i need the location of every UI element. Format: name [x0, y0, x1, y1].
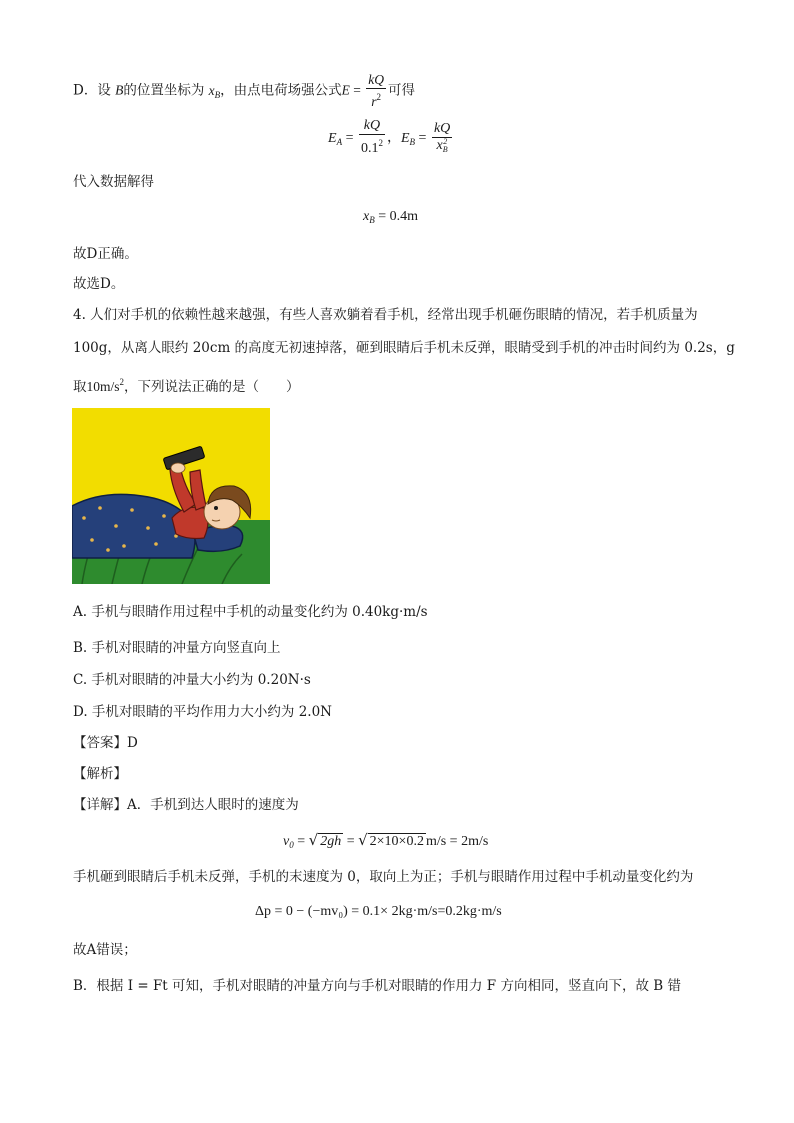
part-d-text3: 可得 [388, 82, 416, 99]
analysis-label: 【解析】 [73, 766, 127, 782]
person-lying-with-phone-illustration [72, 408, 270, 584]
option-a: A. 手机与眼睛作用过程中手机的动量变化约为 0.40kg·m/s [73, 604, 428, 620]
question-4-line3: 取$10m/s^2$，下列说法正确的是（ ） [73, 377, 300, 395]
var-xb: $x_B$ [208, 82, 221, 100]
substitute-text: 代入数据解得 [73, 174, 154, 190]
ea-eb-equation: $E_A$ = $\frac{kQ}{0.1^2}$ ，$E_B$ = kQ x 2 B [328, 118, 451, 156]
answer-label: 【答案】D [73, 735, 138, 751]
hands [171, 463, 185, 473]
part-d-line: D．设 B的位置坐标为 $x_B$，由点电荷场强公式E = $\frac{kQ}{r^2}$ 可得 [73, 72, 416, 109]
momentum-change-equation: Δp = 0 − (−mv₀) = 0.1× 2kg·m/s=0.2kg·m/s [255, 904, 502, 919]
rebound-text: 手机砸到眼睛后手机未反弹，手机的末速度为 0，取向上为正；手机与眼睛作用过程中手机动量变化约为 [73, 869, 694, 885]
option-c: C. 手机对眼睛的冲量大小约为 0.20N·s [73, 672, 311, 688]
choose-d-text: 故选D。 [73, 276, 125, 292]
question-4-line2: 100g，从离人眼约 20cm 的高度无初速掉落，砸到眼睛后手机未反弹，眼睛受到手机的冲击时间约为 0.2s，g [73, 340, 735, 356]
option-d: D. 手机对眼睛的平均作用力大小约为 2.0N [73, 704, 332, 720]
part-d-text2: ，由点电荷场强公式 [220, 82, 342, 99]
part-d-text1: 的位置坐标为 [123, 82, 205, 99]
xb-equation: $x_B = 0.4m$ [363, 209, 419, 225]
eye [214, 506, 218, 510]
option-b: B. 手机对眼睛的冲量方向竖直向上 [73, 640, 281, 656]
detail-a-text: 【详解】A．手机到达人眼时的速度为 [73, 797, 299, 813]
field-formula-fraction: $\frac{kQ}{r^2}$ [368, 72, 385, 109]
d-correct-text: 故D正确。 [73, 246, 138, 262]
b-explanation-text: B．根据 I = Ft 可知，手机对眼睛的冲量方向与手机对眼睛的作用力 F 方向相同，竖直向下，故 B 错 [73, 978, 681, 994]
part-d-label: D．设 [73, 82, 111, 99]
v0-equation: $v_0$ = √ 2gh = √ 2×10×0.2 m/s = 2m/s [283, 831, 489, 850]
question-4-line1: 4. 人们对手机的依赖性越来越强，有些人喜欢躺着看手机，经常出现手机砸伤眼睛的情况，若手机质量为 [73, 307, 698, 323]
var-b: B [115, 82, 124, 98]
var-e: E [341, 82, 350, 98]
a-wrong-text: 故A错误； [73, 942, 137, 958]
